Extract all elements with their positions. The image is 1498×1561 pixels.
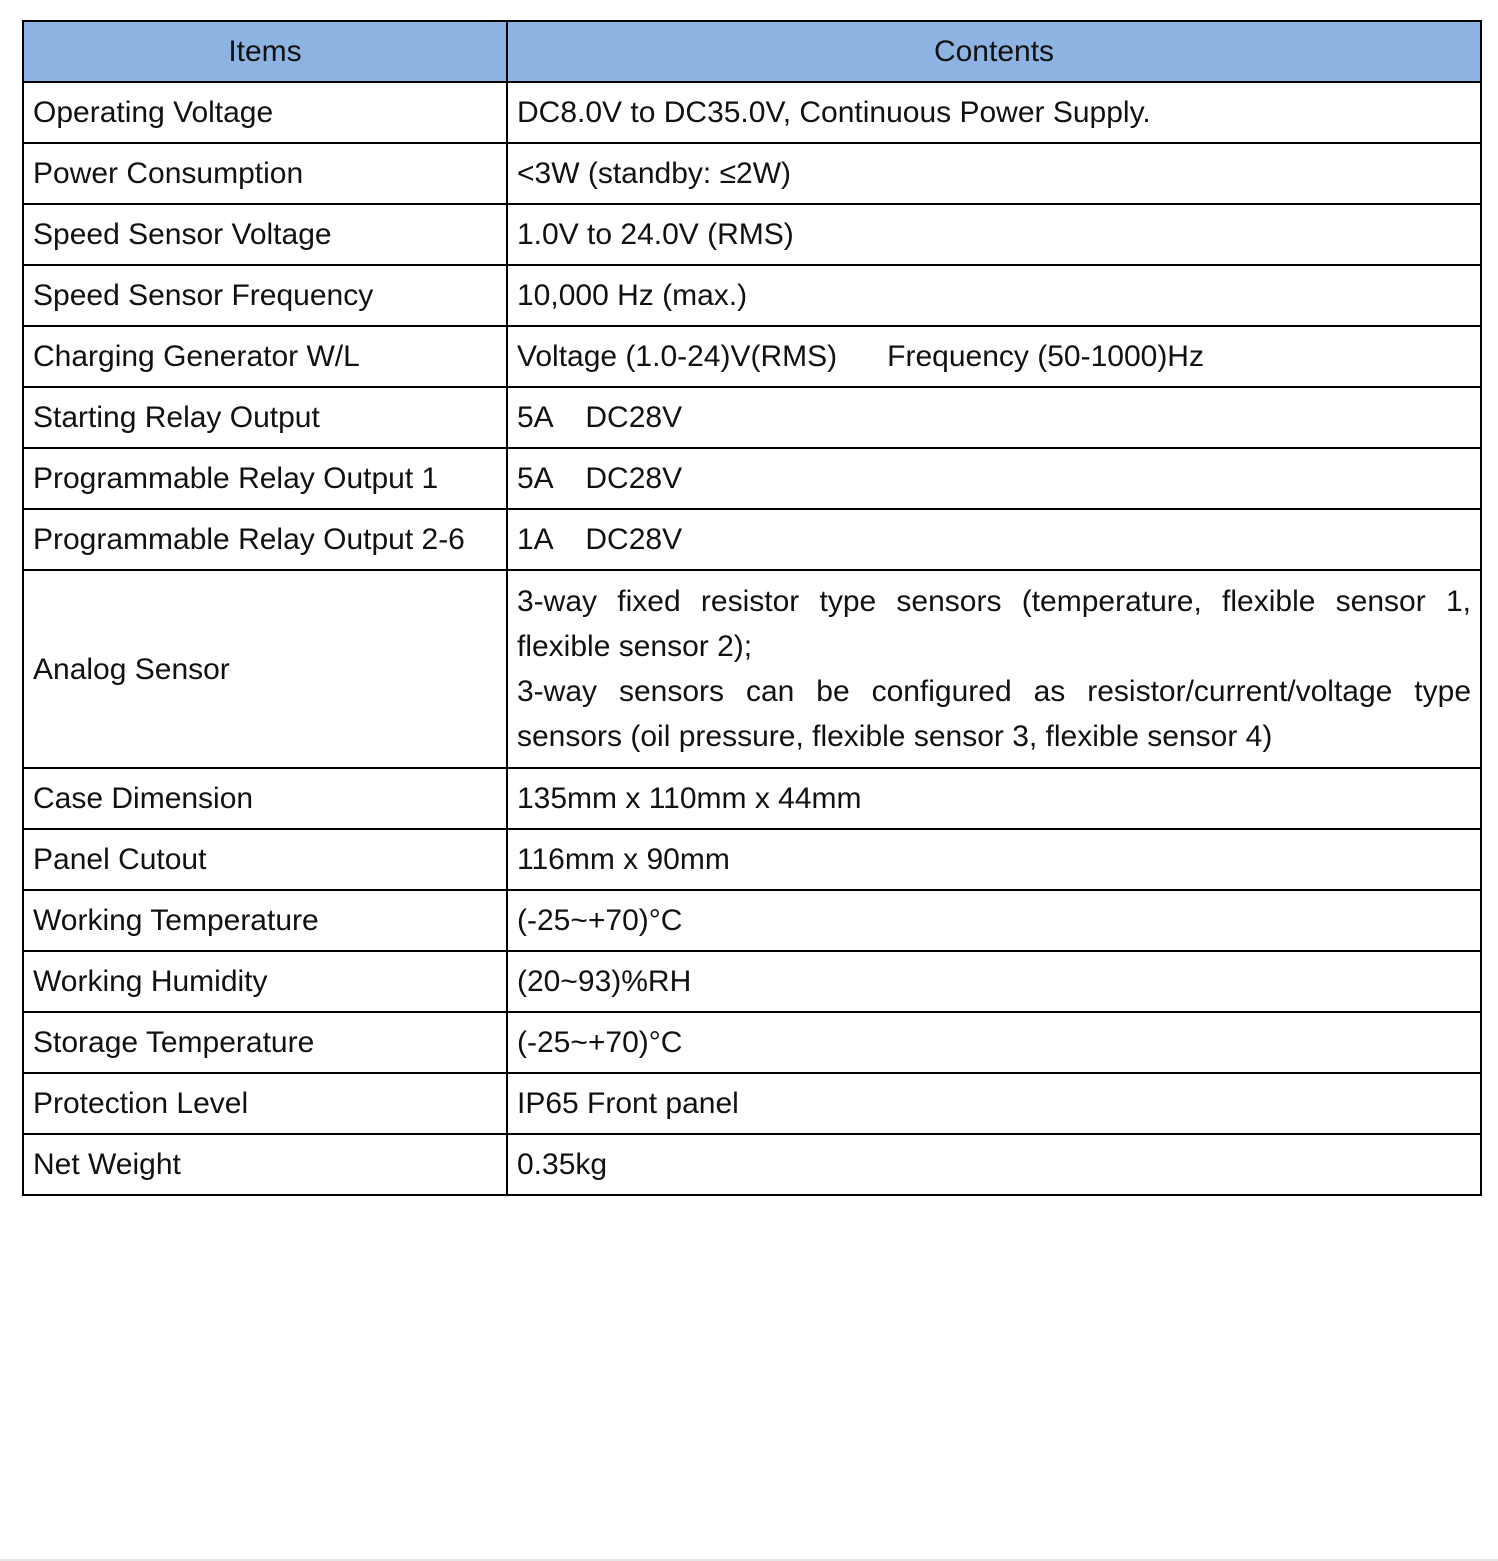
relay-voltage: DC28V <box>585 523 683 556</box>
table-row <box>23 204 1481 265</box>
table-row <box>23 265 1481 326</box>
analog-sensor-configurable-description: 3-way sensors can be configured as resistor/current/voltage type sensors (oil pressure, flexible sensor 3, flexible sensor 4) <box>517 675 1471 753</box>
relay-current: 1A <box>517 523 553 556</box>
relay-current: 5A <box>517 462 553 495</box>
table-row <box>23 448 1481 509</box>
table-row <box>23 387 1481 448</box>
table-row <box>23 890 1481 951</box>
header-contents: Contents <box>507 21 1481 82</box>
table-row <box>23 1012 1481 1073</box>
content-cell: 135mm x 110mm x 44mm <box>507 768 1481 829</box>
item-cell: Speed Sensor Frequency <box>23 265 507 326</box>
content-cell <box>507 387 1481 448</box>
item-cell: Panel Cutout <box>23 829 507 890</box>
content-cell: (-25~+70)°C <box>507 1012 1481 1073</box>
content-cell: 1.0V to 24.0V (RMS) <box>507 204 1481 265</box>
generator-voltage: Voltage (1.0-24)V(RMS) <box>517 340 838 373</box>
item-cell: Net Weight <box>23 1134 507 1195</box>
table-row <box>23 951 1481 1012</box>
content-cell: (20~93)%RH <box>507 951 1481 1012</box>
table-row <box>23 1073 1481 1134</box>
table-row <box>23 1134 1481 1195</box>
item-cell: Operating Voltage <box>23 82 507 143</box>
item-cell: Programmable Relay Output 1 <box>23 448 507 509</box>
gap <box>552 462 585 495</box>
content-cell <box>507 570 1481 768</box>
relay-voltage: DC28V <box>585 401 683 434</box>
content-cell: DC8.0V to DC35.0V, Continuous Power Supply. <box>507 82 1481 143</box>
item-cell: Programmable Relay Output 2-6 <box>23 509 507 570</box>
relay-current: 5A <box>517 401 553 434</box>
content-cell: 10,000 Hz (max.) <box>507 265 1481 326</box>
item-cell: Charging Generator W/L <box>23 326 507 387</box>
table-row <box>23 326 1481 387</box>
table-row <box>23 143 1481 204</box>
analog-sensor-fixed-description: 3-way fixed resistor type sensors (temperature, flexible sensor 1, flexible sensor 2); <box>517 585 1471 663</box>
item-cell: Speed Sensor Voltage <box>23 204 507 265</box>
content-cell: 0.35kg <box>507 1134 1481 1195</box>
content-cell: 116mm x 90mm <box>507 829 1481 890</box>
item-cell: Analog Sensor <box>23 570 507 768</box>
content-cell <box>507 448 1481 509</box>
gap <box>837 340 887 373</box>
item-cell: Protection Level <box>23 1073 507 1134</box>
table-header-row <box>23 21 1481 82</box>
item-cell: Storage Temperature <box>23 1012 507 1073</box>
gap <box>552 401 585 434</box>
item-cell: Starting Relay Output <box>23 387 507 448</box>
content-cell: (-25~+70)°C <box>507 890 1481 951</box>
content-cell: IP65 Front panel <box>507 1073 1481 1134</box>
generator-frequency: Frequency (50-1000)Hz <box>887 340 1204 373</box>
item-cell: Case Dimension <box>23 768 507 829</box>
table-row <box>23 768 1481 829</box>
content-cell <box>507 326 1481 387</box>
item-cell: Working Temperature <box>23 890 507 951</box>
specifications-table <box>22 20 1482 1196</box>
item-cell: Power Consumption <box>23 143 507 204</box>
relay-voltage: DC28V <box>585 462 683 495</box>
table-row <box>23 82 1481 143</box>
content-cell: <3W (standby: ≤2W) <box>507 143 1481 204</box>
header-items: Items <box>23 21 507 82</box>
content-cell <box>507 509 1481 570</box>
table-row <box>23 570 1481 768</box>
table-row <box>23 509 1481 570</box>
table-row <box>23 829 1481 890</box>
item-cell: Working Humidity <box>23 951 507 1012</box>
gap <box>552 523 585 556</box>
